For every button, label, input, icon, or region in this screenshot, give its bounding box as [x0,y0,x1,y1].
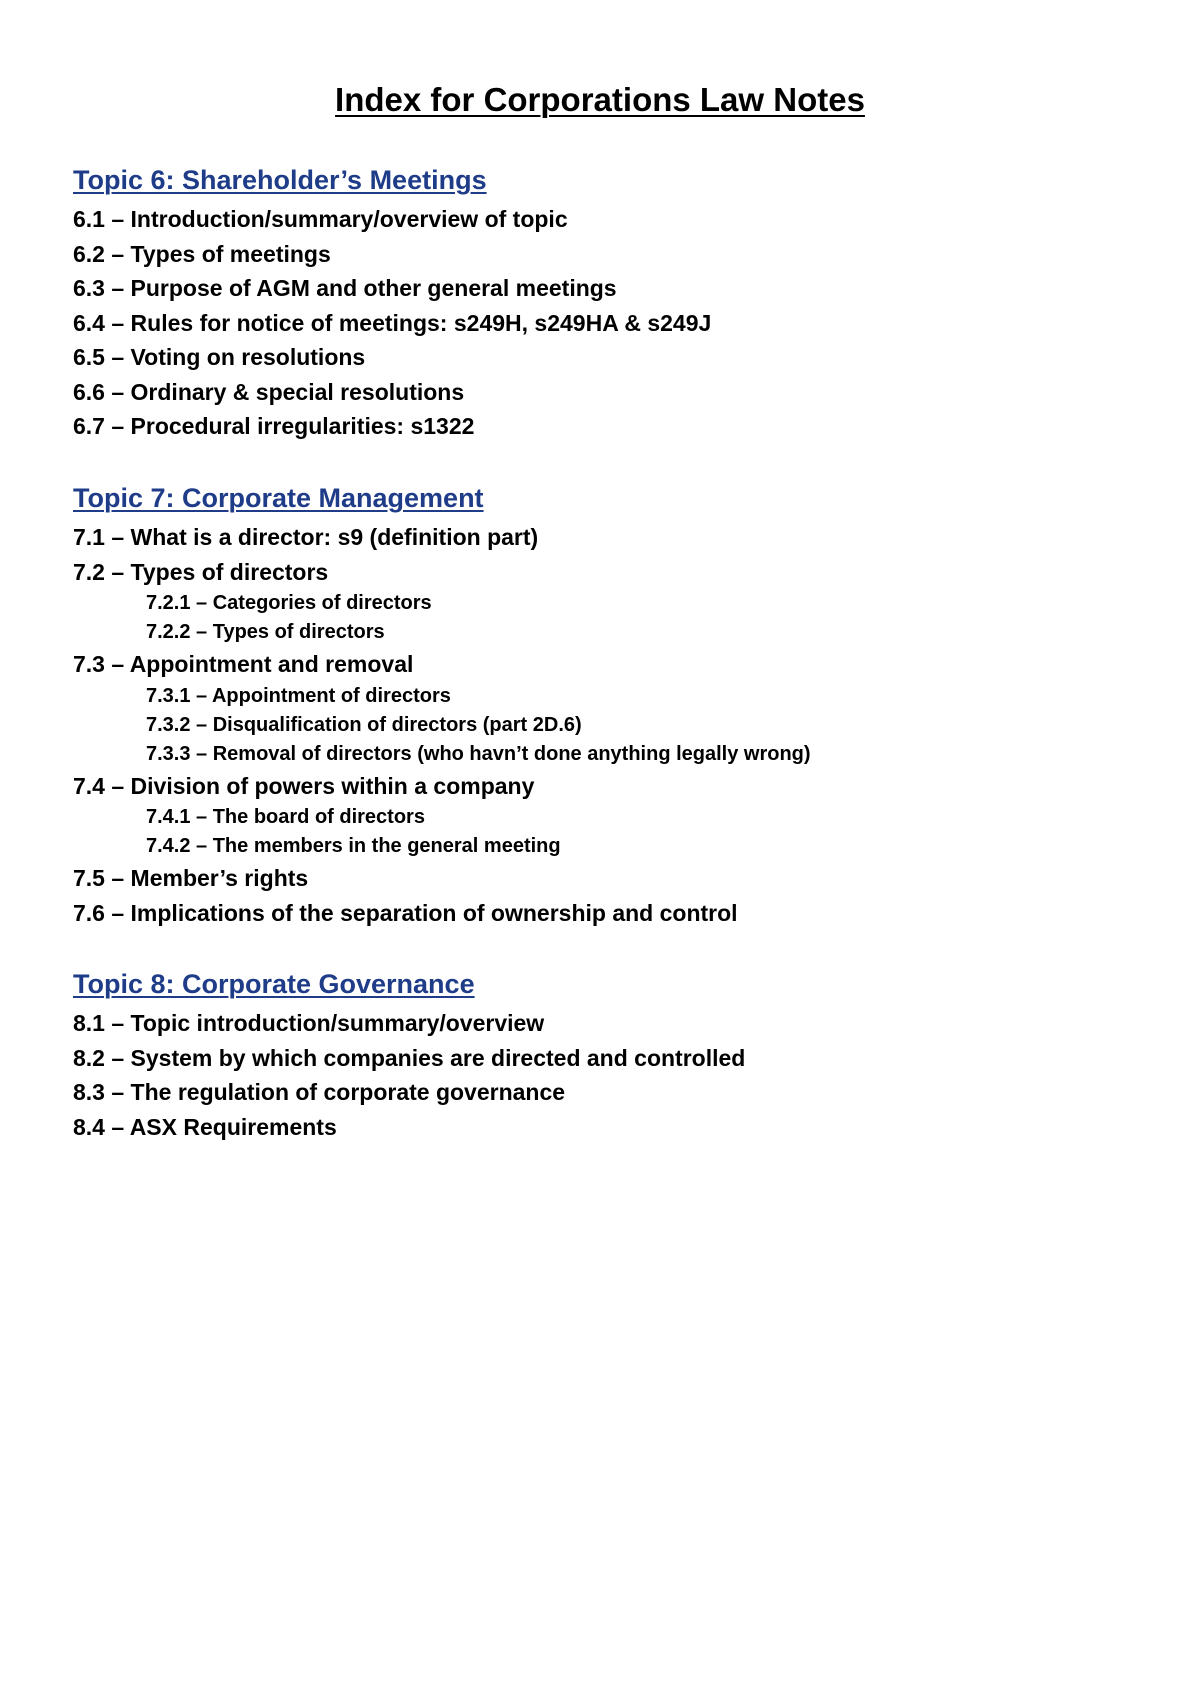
index-entry: 6.3 – Purpose of AGM and other general meetings [73,275,617,301]
topic-heading: Topic 6: Shareholder’s Meetings [73,165,487,195]
index-entry: 6.5 – Voting on resolutions [73,344,366,370]
index-subentry: 7.3.2 – Disqualification of directors (part 2D.6) [146,713,582,736]
index-entry: 8.1 – Topic introduction/summary/overview [73,1010,545,1036]
index-entry: 6.1 – Introduction/summary/overview of topic [73,206,568,232]
topic-section-8 [73,966,1133,1144]
index-entry: 7.5 – Member’s rights [73,865,309,891]
index-subentry: 7.3.1 – Appointment of directors [146,684,451,707]
index-subentry: 7.4.1 – The board of directors [146,806,425,828]
topic-heading: Topic 7: Corporate Management [73,483,484,513]
index-entry: 7.2 – Types of directors [73,558,329,585]
index-subentry: 7.2.2 – Types of directors [146,621,385,643]
index-entry: 6.7 – Procedural irregularities: s1322 [73,413,475,439]
index-subentry: 7.3.3 – Removal of directors (who havn’t done anything legally wrong) [146,742,811,765]
index-subentry: 7.4.2 – The members in the general meeting [146,835,561,857]
index-entry: 7.4 – Division of powers within a company [73,772,535,799]
index-entry: 6.6 – Ordinary & special resolutions [73,378,465,405]
index-entry: 8.2 – System by which companies are directed and controlled [73,1044,746,1071]
index-entry: 7.3 – Appointment and removal [73,651,414,677]
index-entry: 7.6 – Implications of the separation of ownership and control [73,899,738,926]
topic-section-7 [73,480,1133,930]
index-entry: 6.4 – Rules for notice of meetings: s249H, s249HA & s249J [73,309,712,336]
index-entry: 8.3 – The regulation of corporate governance [73,1079,566,1105]
topic-section-6 [73,162,1133,444]
index-subentry: 7.2.1 – Categories of directors [146,592,432,614]
index-entry: 8.4 – ASX Requirements [73,1113,337,1140]
topic-heading: Topic 8: Corporate Governance [73,969,475,999]
index-entry: 7.1 – What is a director: s9 (definition part) [73,524,539,550]
document-title: Index for Corporations Law Notes [335,81,865,118]
index-entry: 6.2 – Types of meetings [73,240,331,267]
